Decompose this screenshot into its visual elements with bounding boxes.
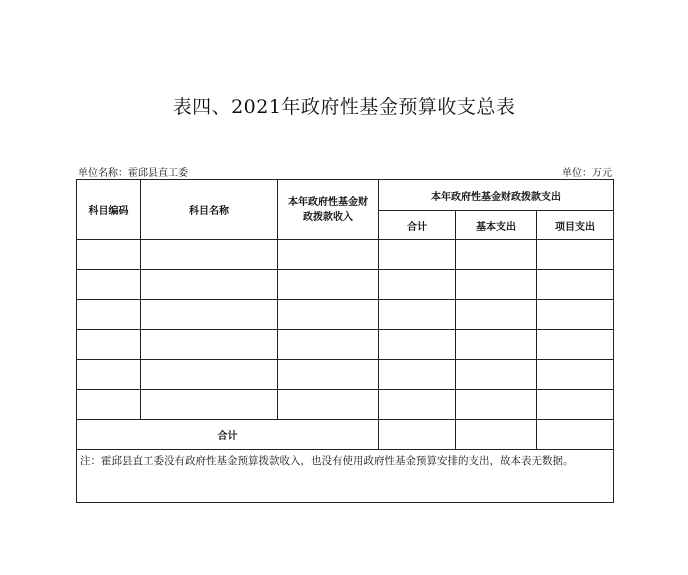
table-cell [77, 330, 141, 360]
header-expense-project: 项目支出 [537, 211, 614, 240]
note-row [77, 450, 614, 503]
table-cell [141, 240, 278, 270]
table-cell [379, 330, 456, 360]
table-cell [379, 360, 456, 390]
header-expense-group: 本年政府性基金财政拨款支出 [379, 180, 614, 211]
table-cell [141, 390, 278, 420]
table-cell [77, 270, 141, 300]
table-cell [537, 270, 614, 300]
table-cell [278, 270, 379, 300]
header-income [278, 180, 379, 240]
table-cell [278, 330, 379, 360]
header-income-label: 本年政府性基金财政拨款收入 [288, 196, 368, 223]
table-cell [537, 300, 614, 330]
table-cell [77, 300, 141, 330]
table-row [77, 300, 614, 330]
page-title: 表四、2021年政府性基金预算收支总表 [172, 96, 516, 118]
table-cell [456, 240, 537, 270]
table-cell [77, 240, 141, 270]
unit-name-label: 单位名称：霍邱县直工委 [78, 168, 188, 179]
total-cell [379, 420, 456, 450]
total-row [77, 420, 614, 450]
header-expense-basic: 基本支出 [456, 211, 537, 240]
table-cell [537, 360, 614, 390]
table-row [77, 390, 614, 420]
table-cell [456, 390, 537, 420]
table-cell [77, 390, 141, 420]
table-cell [141, 360, 278, 390]
table-cell [456, 360, 537, 390]
table-cell [141, 330, 278, 360]
table-cell [278, 240, 379, 270]
table-cell [456, 300, 537, 330]
table-row [77, 330, 614, 360]
table-cell [379, 300, 456, 330]
table-cell [456, 270, 537, 300]
header-subject-code: 科目编码 [77, 180, 141, 240]
table-row [77, 240, 614, 270]
header-expense-total: 合计 [379, 211, 456, 240]
table-row [77, 360, 614, 390]
header-subject-name: 科目名称 [141, 180, 278, 240]
table-cell [537, 390, 614, 420]
table-cell [537, 240, 614, 270]
total-label: 合计 [77, 420, 379, 450]
table-cell [141, 300, 278, 330]
total-cell [537, 420, 614, 450]
table-cell [379, 390, 456, 420]
table-cell [278, 360, 379, 390]
table-cell [77, 360, 141, 390]
table-cell [456, 330, 537, 360]
table-cell [278, 300, 379, 330]
table-cell [278, 390, 379, 420]
total-cell [456, 420, 537, 450]
table-row [77, 270, 614, 300]
table-cell [379, 240, 456, 270]
table-cell [537, 330, 614, 360]
budget-table [76, 179, 614, 503]
currency-unit-label: 单位：万元 [562, 168, 612, 179]
table-note: 注：霍邱县直工委没有政府性基金预算拨款收入，也没有使用政府性基金预算安排的支出，故本表无数据。 [77, 450, 614, 503]
table-cell [379, 270, 456, 300]
table-cell [141, 270, 278, 300]
